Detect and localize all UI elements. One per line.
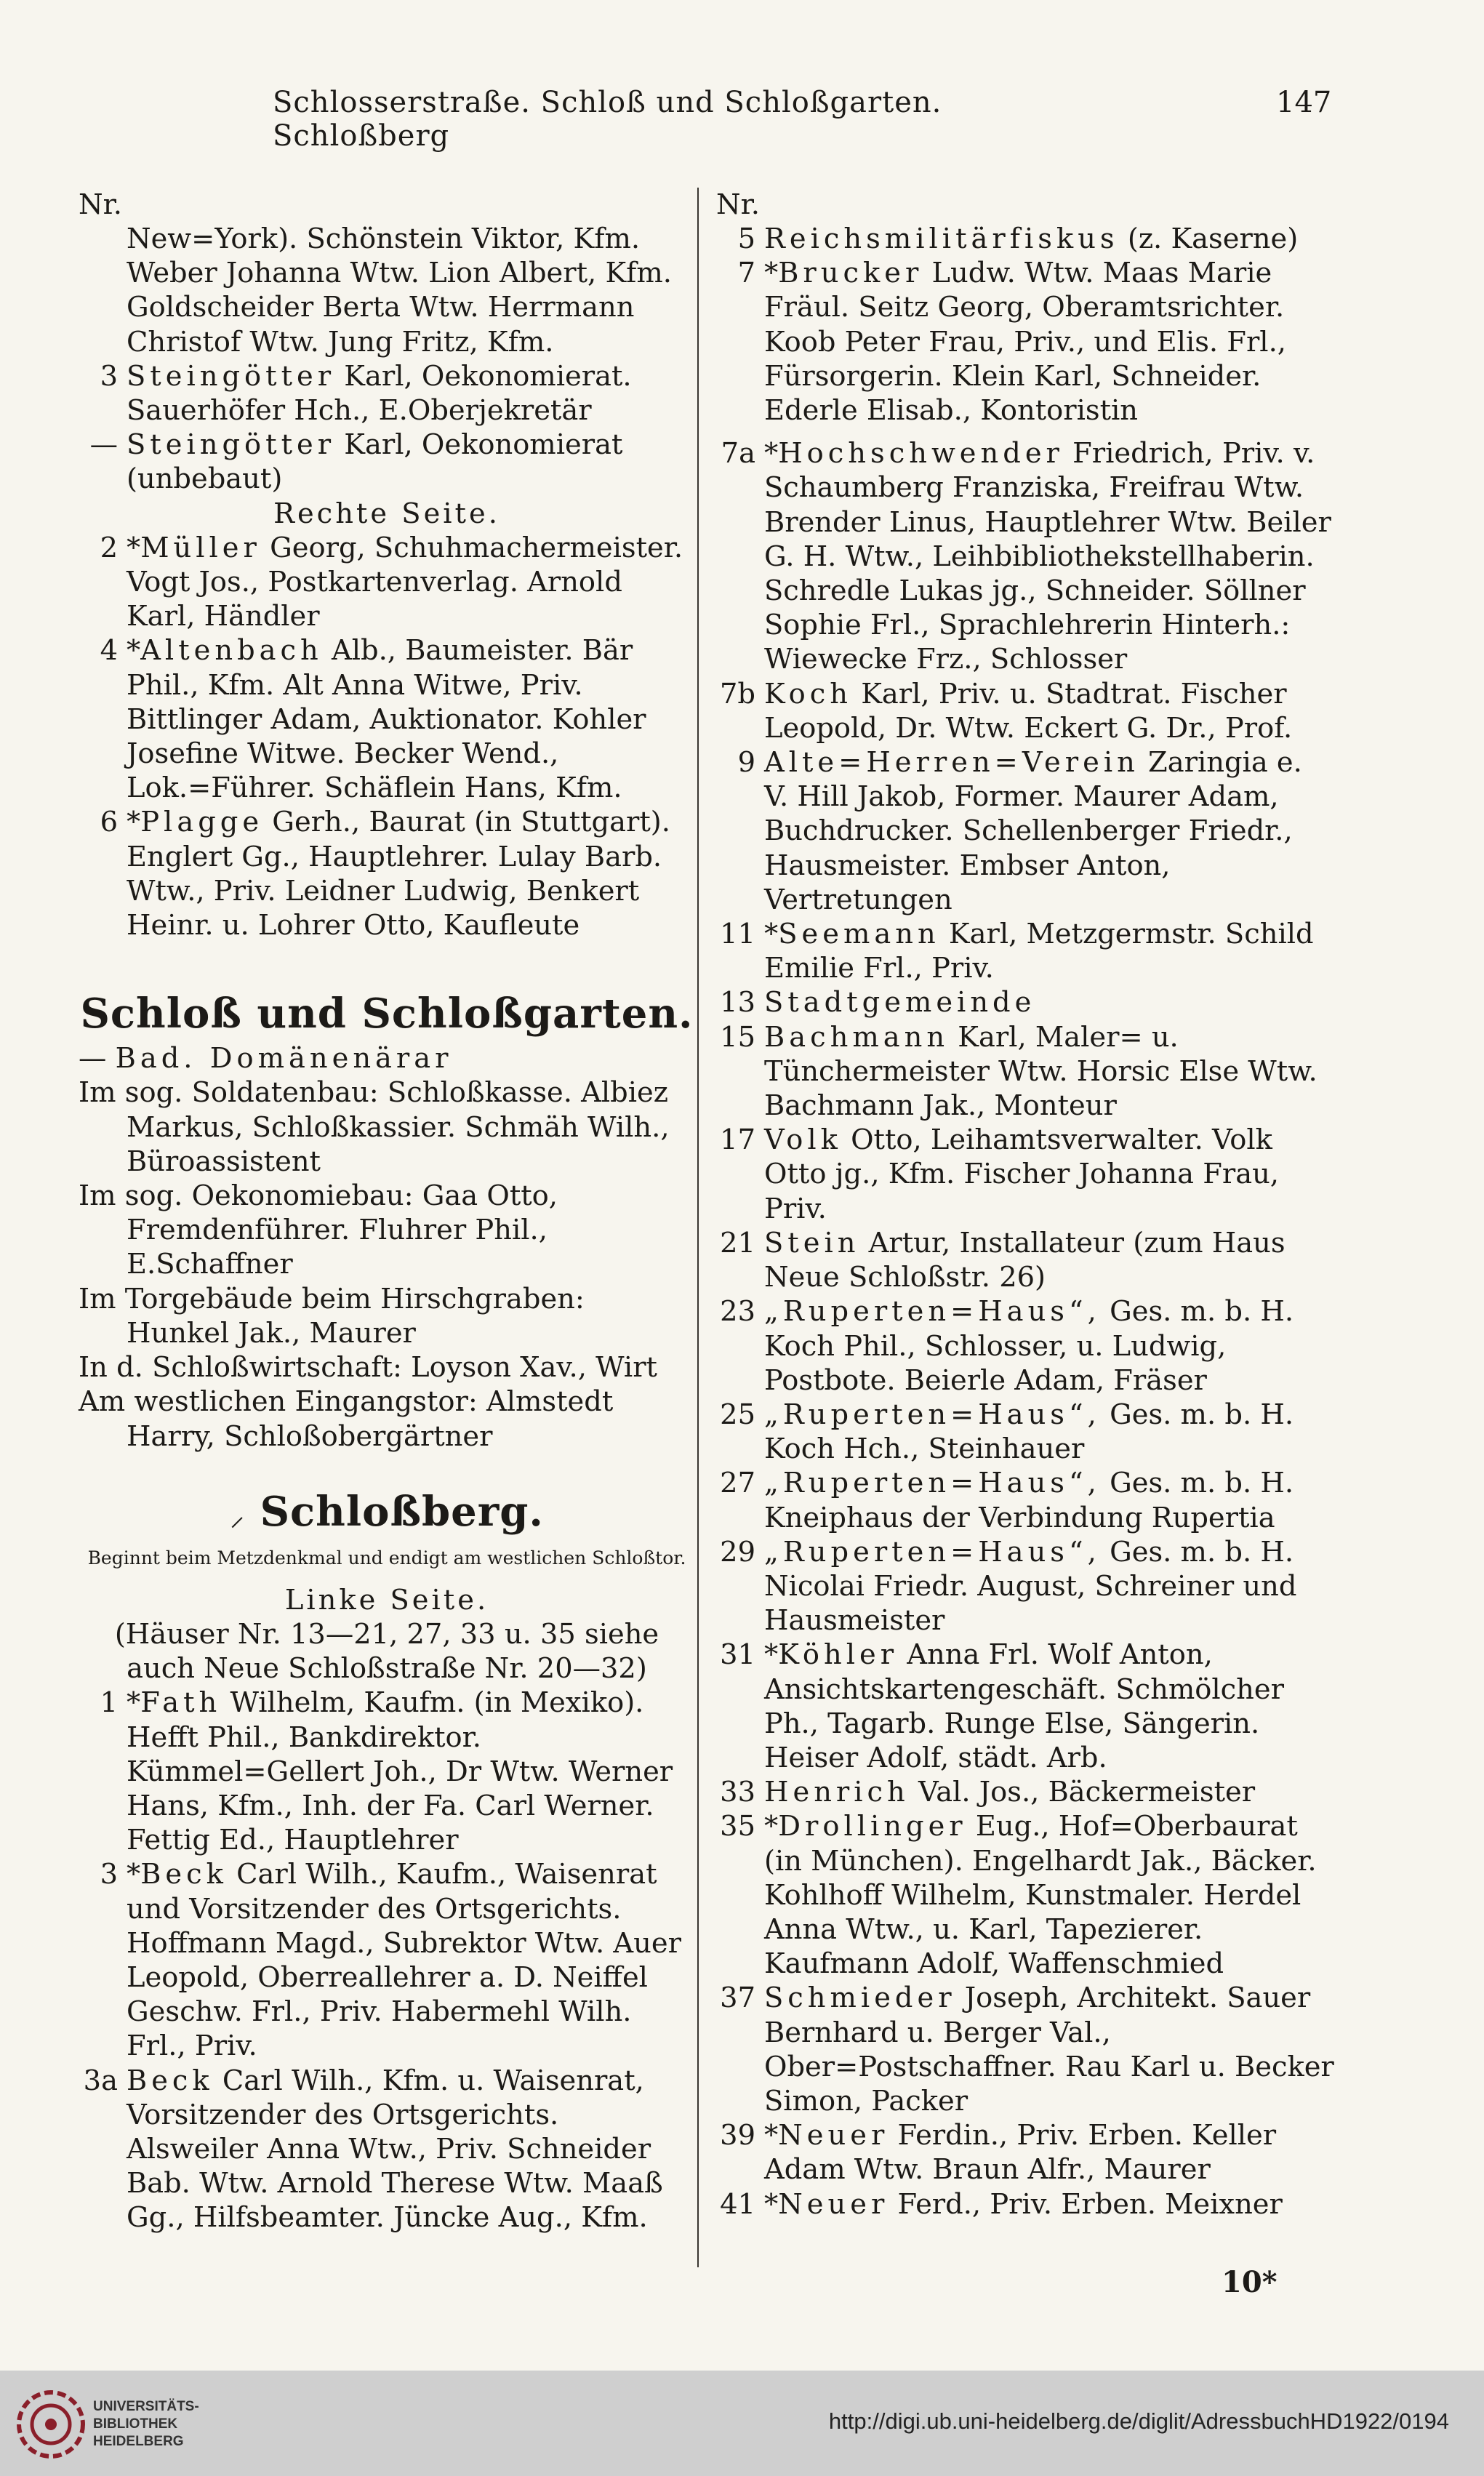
house-entry-3: 3 Steingötter Karl, Oekonomierat. Sauerhöfer Hch., E.Oberjekretär xyxy=(100,359,632,428)
house-entry-3a: 3a Beck Carl Wilh., Kfm. u. Waisenrat, Vorsitzender des Ortsgerichts. Alsweiler Anna Wtw., Priv. Schneider Bab. Wtw. Arnold Therese Wtw. Maaß Gg., Hilfsbeamter. Jüncke Aug., Kfm. xyxy=(83,2064,663,2235)
section-label-right-side: Rechte Seite. xyxy=(273,497,500,530)
house-entry-2: 2 *Müller Georg, Schuhmachermeister. Vogt Jos., Postkartenverlag. Arnold Karl, Händler xyxy=(100,531,683,633)
viewer-footer xyxy=(0,2371,1484,2476)
continued-entry: New=York). Schönstein Viktor, Kfm. Weber Johanna Wtw. Lion Albert, Kfm. Goldscheider Berta Wtw. Herrmann Christof Wtw. Jung Fritz, Kfm. xyxy=(127,223,672,358)
running-head: Schlosserstraße. Schloß und Schloßgarten. Schloßberg xyxy=(273,86,942,153)
house-entry-3b: 3 *Beck Carl Wilh., Kaufm., Waisenrat und Vorsitzender des Ortsgerichts. Hoffmann Magd., Subrektor Wtw. Auer Leopold, Oberreallehrer a. D. Neiffel Geschw. Frl., Priv. Habermehl Wilh. Frl., Priv. xyxy=(100,1858,681,2063)
castle-entry-torgebaeude: Im Torgebäude beim Hirschgraben: Hunkel Jak., Maurer xyxy=(79,1282,585,1350)
house-entry-35: 35 *Drollinger Eug., Hof=Oberbaurat (in München). Engelhardt Jak., Bäcker. Kohlhoff Wilhelm, Kunstmaler. Herdel Anna Wtw., u. Karl, Tapezierer. Kaufmann Adolf, Waffenschmied xyxy=(720,1810,1317,1981)
house-entry-11: 11 *Seemann Karl, Metzgermstr. Schild Emilie Frl., Priv. xyxy=(720,918,1314,985)
house-entry-39: 39 *Neuer Ferdin., Priv. Erben. Keller Adam Wtw. Braun Alfr., Maurer xyxy=(720,2119,1277,2187)
house-entry-23: 23 „Ruperten=Haus“, Ges. m. b. H. Koch Phil., Schlosser, u. Ludwig, Postbote. Beierle Adam, Fräser xyxy=(720,1295,1294,1397)
house-entry-41: 41 *Neuer Ferd., Priv. Erben. Meixner xyxy=(720,2187,1283,2221)
street-description: Beginnt beim Metzdenkmal und endigt am westlichen Schloßtor. xyxy=(87,1547,686,1568)
castle-entry-schlosswirtschaft: In d. Schloßwirtschaft: Loyson Xav., Wirt xyxy=(79,1351,657,1385)
house-entry-7b: 7b Koch Karl, Priv. u. Stadtrat. Fischer Leopold, Dr. Wtw. Eckert G. Dr., Prof. xyxy=(719,677,1293,745)
house-entry-1: 1 *Fath Wilhelm, Kaufm. (in Mexiko). Hefft Phil., Bankdirektor. Kümmel=Gellert Joh., Dr Wtw. Werner Hans, Kfm., Inh. der Fa. Carl Werner. Fettig Ed., Hauptlehrer xyxy=(100,1686,673,1857)
castle-entry-bad: — Bad. Domänenärar xyxy=(79,1042,453,1075)
house-entry-21: 21 Stein Artur, Installateur (zum Haus Neue Schloßstr. 26) xyxy=(720,1226,1286,1294)
nr-label: Nr. xyxy=(716,188,760,221)
house-entry-15: 15 Bachmann Karl, Maler= u. Tünchermeister Wtw. Horsic Else Wtw. Bachmann Jak., Monteur xyxy=(720,1020,1317,1123)
page-number: 147 xyxy=(1276,86,1332,119)
left-column xyxy=(79,188,695,2235)
castle-entry-eingangstor: Am westlichen Eingangstor: Almstedt Harry, Schloßobergärtner xyxy=(79,1385,614,1453)
house-entry-13: 13 Stadtgemeinde xyxy=(720,986,1036,1019)
library-name: UNIVERSITÄTS- BIBLIOTHEK HEIDELBERG xyxy=(93,2399,199,2449)
castle-entry-soldatenbau: Im sog. Soldatenbau: Schloßkasse. Albiez Markus, Schloßkassier. Schmäh Wilh., Büroassistent xyxy=(79,1076,670,1178)
house-entry-9: 9 Alte=Herren=Verein Zaringia e. V. Hill Jakob, Former. Maurer Adam, Buchdrucker. Schellenberger Friedr., Hausmeister. Embser Anton, Vertretungen xyxy=(737,746,1302,916)
house-entry-7a: 7a *Hochschwender Friedrich, Priv. v. Schaumberg Franziska, Freifrau Wtw. Brender Linus, Hauptlehrer Wtw. Beiler G. H. Wtw., Leihbibliothekstellhaberin. Schredle Lukas jg., Schneider. Söllner Sophie Frl., Sprachlehrerin Hinterh.: Wiewecke Frz., Schlosser xyxy=(721,437,1331,676)
section-label-left-side: Linke Seite. xyxy=(284,1583,489,1616)
section-heading-schlossberg: ⸝ Schloßberg. xyxy=(230,1487,544,1536)
house-entry-33: 33 Henrich Val. Jos., Bäckermeister xyxy=(720,1776,1256,1809)
house-entry-17: 17 Volk Otto, Leihamtsverwalter. Volk Otto jg., Kfm. Fischer Johanna Frau, Priv. xyxy=(720,1123,1280,1225)
column-divider xyxy=(697,188,699,2267)
library-logo-icon xyxy=(15,2388,87,2461)
castle-entry-oekonomiebau: Im sog. Oekonomiebau: Gaa Otto, Fremdenführer. Fluhrer Phil., E.Schaffner xyxy=(79,1179,558,1281)
house-entry-7: 7 *Brucker Ludw. Wtw. Maas Marie Fräul. Seitz Georg, Oberamtsrichter. Koob Peter Frau, Priv., und Elis. Frl., Fürsorgerin. Klein Karl, Schneider. Ederle Elisab., Kontoristin xyxy=(737,257,1286,428)
section-heading-schloss: Schloß und Schloßgarten. xyxy=(80,990,694,1038)
houses-note: (Häuser Nr. 13—21, 27, 33 u. 35 siehe auch Neue Schloßstraße Nr. 20—32) xyxy=(114,1617,659,1686)
source-url-link[interactable]: http://digi.ub.uni-heidelberg.de/diglit/AdressbuchHD1922/0194 xyxy=(828,2408,1449,2434)
nr-label: Nr. xyxy=(79,188,122,221)
house-entry-5: 5 Reichsmilitärfiskus (z. Kaserne) xyxy=(737,223,1299,255)
house-entry-4: 4 *Altenbach Alb., Baumeister. Bär Phil., Kfm. Alt Anna Witwe, Priv. Bittlinger Adam, Auktionator. Kohler Josefine Witwe. Becker Wend., Lok.=Führer. Schäflein Hans, Kfm. xyxy=(100,634,646,805)
pen-mark-icon: ⸝ xyxy=(230,1499,246,1533)
signature-mark: 10* xyxy=(1222,2265,1278,2299)
right-column xyxy=(716,188,1334,2221)
house-entry-unbuilt: — Steingötter Karl, Oekonomierat (unbebaut) xyxy=(89,428,623,496)
house-entry-27: 27 „Ruperten=Haus“, Ges. m. b. H. Kneiphaus der Verbindung Rupertia xyxy=(720,1467,1294,1534)
house-entry-31: 31 *Köhler Anna Frl. Wolf Anton, Ansichtskartengeschäft. Schmölcher Ph., Tagarb. Runge Else, Sängerin. Heiser Adolf, städt. Arb. xyxy=(720,1638,1284,1774)
house-entry-25: 25 „Ruperten=Haus“, Ges. m. b. H. Koch Hch., Steinhauer xyxy=(720,1398,1294,1466)
house-entry-29: 29 „Ruperten=Haus“, Ges. m. b. H. Nicolai Friedr. August, Schreiner und Hausmeister xyxy=(720,1535,1297,1638)
house-entry-6: 6 *Plagge Gerh., Baurat (in Stuttgart). Englert Gg., Hauptlehrer. Lulay Barb. Wtw., Priv. Leidner Ludwig, Benkert Heinr. u. Lohrer Otto, Kaufleute xyxy=(100,806,670,942)
house-entry-37: 37 Schmieder Joseph, Architekt. Sauer Bernhard u. Berger Val., Ober=Postschaffner. Rau Karl u. Becker Simon, Packer xyxy=(720,1982,1334,2118)
